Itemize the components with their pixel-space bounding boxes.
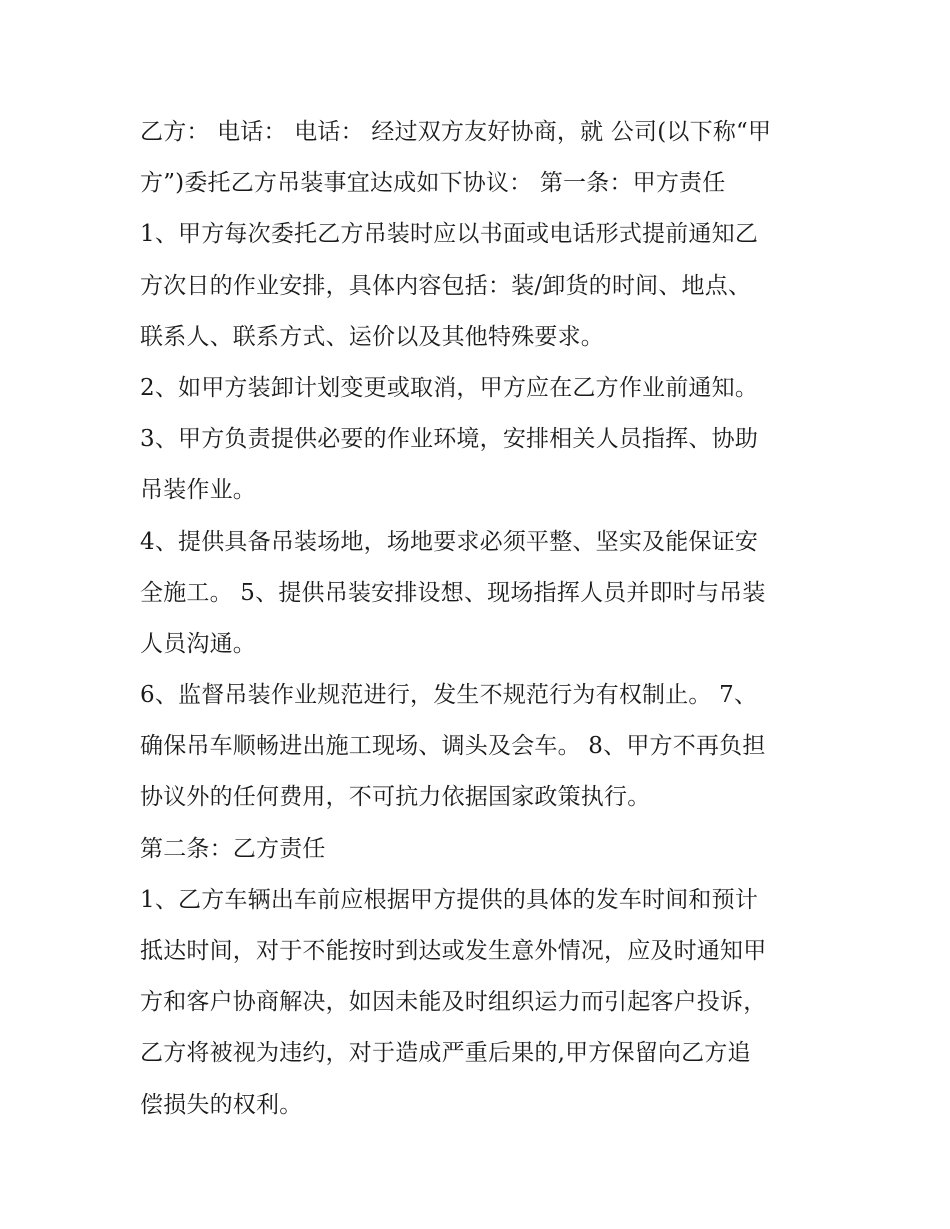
text-line: 方次日的作业安排，具体内容包括：装/卸货的时间、地点、 bbox=[140, 272, 752, 299]
text-line: 确保吊车顺畅进出施工现场、调头及会车。 8、甲方不再负担 bbox=[140, 733, 766, 760]
text-line: 人员沟通。 bbox=[140, 630, 256, 657]
document-body bbox=[140, 107, 812, 1131]
text-line: 乙方将被视为违约，对于造成严重后果的,甲方保留向乙方追 bbox=[140, 1040, 751, 1067]
text-line: 联系人、联系方式、运价以及其他特殊要求。 bbox=[140, 323, 604, 350]
text-line: 方”)委托乙方吊装事宜达成如下协议： 第一条：甲方责任 bbox=[140, 170, 726, 197]
text-line: 乙方： 电话： 电话： 经过双方友好协商，就 公司(以下称“甲 bbox=[140, 119, 772, 145]
text-line: 抵达时间，对于不能按时到达或发生意外情况，应及时通知甲 bbox=[140, 938, 767, 964]
text-line: 6、监督吊装作业规范进行，发生不规范行为有权制止。 7、 bbox=[140, 682, 758, 709]
section-heading: 第二条：乙方责任 bbox=[140, 835, 326, 862]
text-line: 偿损失的权利。 bbox=[140, 1091, 303, 1118]
text-line: 1、乙方车辆出车前应根据甲方提供的具体的发车时间和预计 bbox=[140, 886, 759, 913]
text-line: 1、甲方每次委托乙方吊装时应以书面或电话形式提前通知乙 bbox=[140, 221, 759, 248]
text-line: 全施工。 5、提供吊装安排设想、现场指挥人员并即时与吊装 bbox=[140, 579, 766, 606]
text-line: 吊装作业。 bbox=[140, 477, 256, 504]
text-line: 2、如甲方装卸计划变更或取消，甲方应在乙方作业前通知。 bbox=[140, 374, 759, 401]
text-line: 方和客户协商解决，如因未能及时组织运力而引起客户投诉， bbox=[140, 989, 767, 1016]
text-line: 协议外的任何费用，不可抗力依据国家政策执行。 bbox=[140, 784, 651, 811]
text-line: 3、甲方负责提供必要的作业环境，安排相关人员指挥、协助 bbox=[140, 426, 759, 453]
text-line: 4、提供具备吊装场地，场地要求必须平整、坚实及能保证安 bbox=[140, 528, 759, 555]
